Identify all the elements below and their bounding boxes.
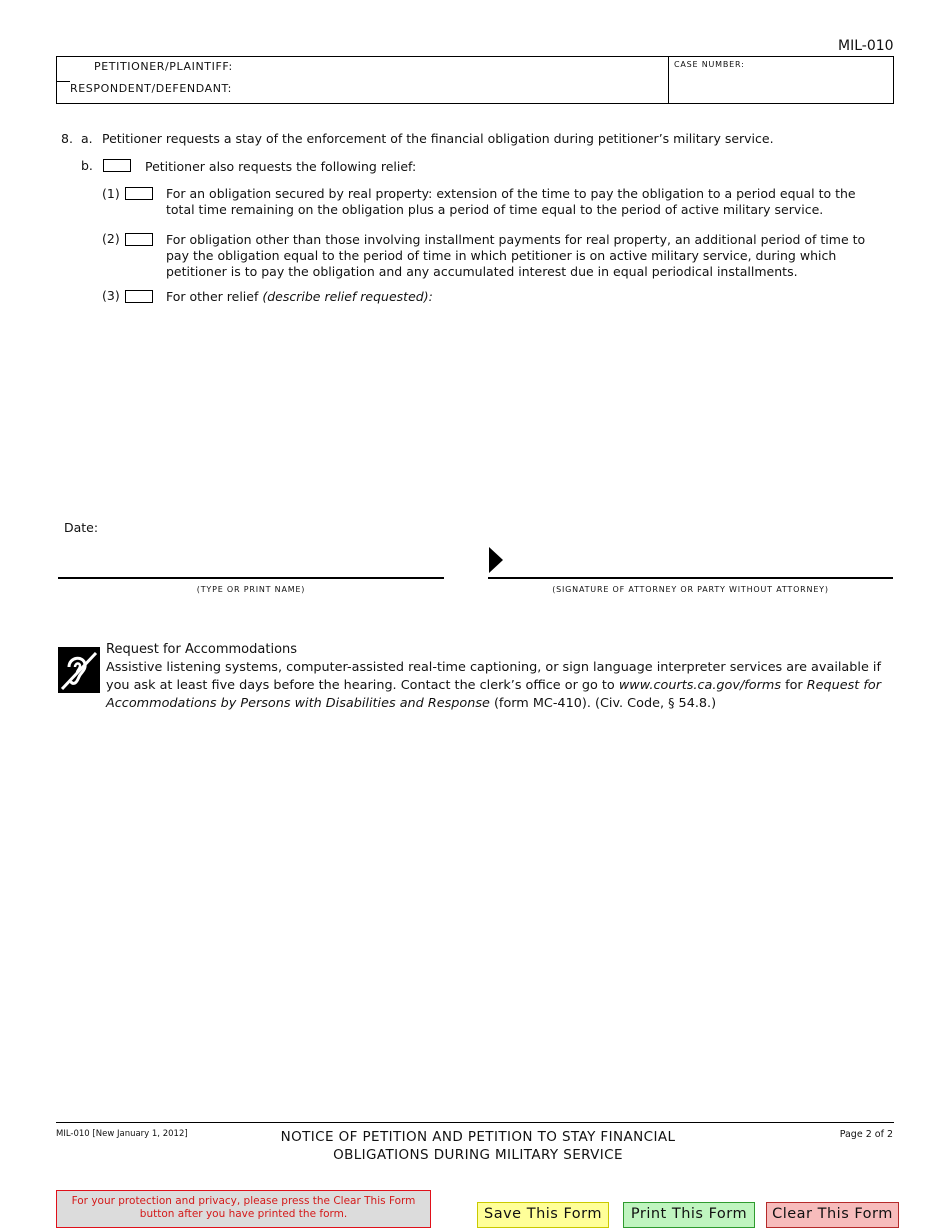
- form-title: [230, 1128, 726, 1164]
- item-8a-text: Petitioner requests a stay of the enforcement of the financial obligation during petitioner’s military service.: [102, 131, 774, 146]
- courts-url-link[interactable]: www.courts.ca.gov/forms: [618, 678, 781, 693]
- item-8b-checkbox[interactable]: [103, 159, 131, 172]
- accommodations-text: [106, 659, 886, 713]
- clear-form-button[interactable]: Clear This Form: [766, 1202, 899, 1228]
- item-8b-text: Petitioner also requests the following relief:: [145, 159, 417, 174]
- date-label: Date:: [64, 520, 99, 535]
- print-form-button[interactable]: Print This Form: [623, 1202, 755, 1228]
- form-title-line-1: NOTICE OF PETITION AND PETITION TO STAY FINANCIAL: [280, 1129, 676, 1145]
- other-relief-field[interactable]: [166, 308, 882, 498]
- name-caption: (TYPE OR PRINT NAME): [196, 585, 306, 594]
- form-title-line-2: OBLIGATIONS DURING MILITARY SERVICE: [333, 1147, 623, 1163]
- item-8b2-marker: (2): [102, 231, 120, 246]
- item-8b3-italic: (describe relief requested):: [262, 289, 433, 304]
- petitioner-label: PETITIONER/PLAINTIFF:: [94, 60, 233, 73]
- print-name-field[interactable]: [58, 554, 444, 576]
- signature-caption: (SIGNATURE OF ATTORNEY OR PARTY WITHOUT ATTORNEY): [552, 585, 829, 594]
- date-field[interactable]: [104, 518, 304, 536]
- item-8b-marker: b.: [81, 158, 93, 173]
- signature-arrow-icon: [489, 547, 503, 573]
- accommodations-title: Request for Accommodations: [106, 642, 298, 657]
- item-8b1-checkbox[interactable]: [125, 187, 153, 200]
- petitioner-field[interactable]: [72, 62, 662, 80]
- form-revision: MIL-010 [New January 1, 2012]: [56, 1129, 188, 1139]
- hearing-assist-icon: [58, 647, 100, 693]
- accommodations-text-2: for: [781, 678, 807, 693]
- case-number-field[interactable]: [674, 72, 888, 100]
- item-8a-marker: a.: [81, 131, 93, 146]
- form-id: MIL-010: [838, 38, 894, 54]
- footer-rule: [56, 1122, 894, 1123]
- name-line: [58, 577, 444, 579]
- item-8b3-label: [166, 289, 433, 305]
- item-8b3-marker: (3): [102, 288, 120, 303]
- caption-divider: [668, 56, 669, 104]
- page-number: Page 2 of 2: [839, 1129, 893, 1140]
- item-8b3-text: For other relief: [166, 289, 259, 304]
- item-8b2-checkbox[interactable]: [125, 233, 153, 246]
- item-8b3-checkbox[interactable]: [125, 290, 153, 303]
- signature-line: [488, 577, 893, 579]
- caption-tick: [56, 81, 70, 82]
- item-8-number: 8.: [61, 131, 73, 146]
- item-8b1-marker: (1): [102, 186, 120, 201]
- item-8b1-text: For an obligation secured by real property: extension of the time to pay the obligation to a period equal to the total time remaining on the obligation plus a period of time equal to the period of active military service.: [166, 186, 856, 217]
- mc410-form-title: Request for Accommodations by Persons with Disabilities and Response: [106, 678, 881, 711]
- respondent-label: RESPONDENT/DEFENDANT:: [70, 82, 232, 95]
- case-number-label: CASE NUMBER:: [674, 60, 745, 69]
- save-form-button[interactable]: Save This Form: [477, 1202, 609, 1228]
- accommodations-text-3: (form MC-410). (Civ. Code, § 54.8.): [489, 696, 717, 711]
- accommodations-text-1: Assistive listening systems, computer-assisted real-time captioning, or sign language interpreter services are available if you ask at least five days before the hearing. Contact the clerk’s office or go to: [106, 660, 881, 693]
- privacy-notice: For your protection and privacy, please press the Clear This Form button after you have printed the form.: [56, 1190, 431, 1228]
- item-8b2-text: For obligation other than those involving installment payments for real property, an additional period of time to pay the obligation equal to the period of time in which petitioner is on active military service, during which petitioner is to pay the obligation and any accumulated interest due in equal periodical installments.: [166, 232, 866, 279]
